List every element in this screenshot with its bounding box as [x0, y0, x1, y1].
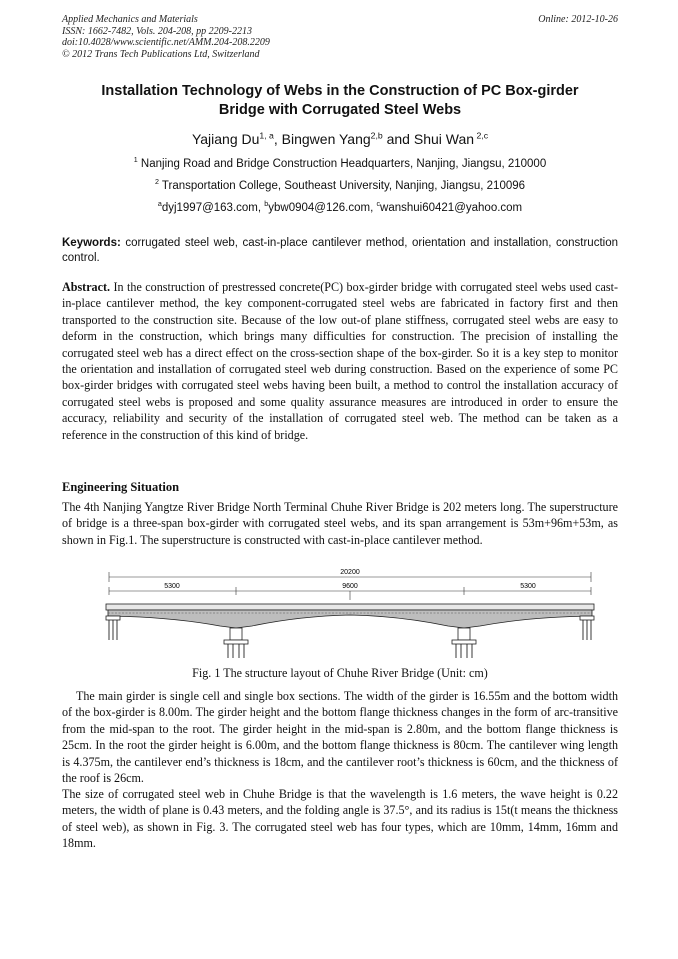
- girder-web: [108, 610, 592, 628]
- affiliation-1: [62, 157, 618, 171]
- author-name: Shui Wan: [413, 131, 475, 147]
- title-line-2: Bridge with Corrugated Steel Webs: [218, 102, 462, 118]
- author-sup: 1, a: [259, 130, 274, 141]
- abutment-cap: [106, 616, 120, 620]
- pier-footing: [224, 640, 248, 644]
- email-address: dyj1997@163.com,: [161, 202, 265, 214]
- total-length-label: 20200: [340, 569, 360, 576]
- journal-name: Applied Mechanics and Materials: [62, 14, 198, 25]
- section-heading: Engineering Situation: [62, 480, 180, 494]
- bridge-layout-figure: [100, 566, 600, 662]
- author-list: [62, 130, 618, 148]
- email-line: [62, 201, 618, 215]
- paper-title: [62, 82, 618, 120]
- pier-column: [458, 628, 470, 640]
- body-paragraph: The size of corrugated steel web in Chuhe Bridge is that the wavelength is 1.6 meters, the wave height is 0.22 meters, the width of plane is 0.43 meters, and the folding angle is 37.5°, and its radius is 15t(t means the thickness of steel web), as shown in Fig. 3. The corrugated steel web has four types, which are 10mm, 14mm, 16mm and 18mm.: [62, 787, 618, 851]
- keywords-text: corrugated steel web, cast-in-place cantilever method, orientation and installation, construction control.: [62, 237, 618, 264]
- running-header: [62, 14, 618, 60]
- doi-line: doi:10.4028/www.scientific.net/AMM.204-208.2209: [62, 37, 270, 48]
- author-sup: 2,b: [370, 130, 383, 141]
- issn-line: ISSN: 1662-7482, Vols. 204-208, pp 2209-2213: [62, 25, 252, 37]
- author-separator: and: [382, 131, 414, 147]
- body-paragraph: The 4th Nanjing Yangtze River Bridge North Terminal Chuhe River Bridge is 202 meters long. The superstructure of bridge is a three-span box-girder with corrugated steel webs, and its span arrangement is 53m+96m+53m, as shown in Fig.1. The superstructure is constructed with cast-in-place cantilever method.: [62, 500, 618, 547]
- span-2-label: 9600: [342, 583, 358, 590]
- online-date: Online: 2012-10-26: [538, 14, 618, 25]
- email-sup: c: [376, 200, 381, 209]
- pier-column: [230, 628, 242, 640]
- span-3-label: 5300: [520, 583, 536, 590]
- email-sup: b: [264, 200, 269, 209]
- abstract-text: In the construction of prestressed concrete(PC) box-girder bridge with corrugated steel webs used cast-in-place cantilever method, the key component-corrugated steel webs are fabricated in factory first and then transported to the construction site. Because of the low out-of plane stiffness, corrugated steel webs are easy to deform in the construction, which brings many difficulties for construction. The precision of installing the corrugated steel web has a direct effect on the cross-section shape of the box-girder. So it is a key step to monitor the orientation and installation of corrugated steel web during construction. Based on the experience of some PC box-girder bridges with corrugated steel webs having been built, a method to control the installation accuracy of corrugated steel webs is proposed and some quality assurance measures are introduced in order to ensure the accuracy, reliability and security of the installation of corrugated steel web. The method can be taken as a reference in the construction of this kind of bridge.: [62, 280, 618, 442]
- abstract: [62, 279, 618, 443]
- abstract-label: Abstract.: [62, 280, 111, 294]
- copyright-line: © 2012 Trans Tech Publications Ltd, Switzerland: [62, 48, 260, 60]
- affiliation-text: Nanjing Road and Bridge Construction Headquarters, Nanjing, Jiangsu, 210000: [137, 158, 547, 170]
- author-sup: 2,c: [474, 130, 489, 141]
- title-line-1: Installation Technology of Webs in the Construction of PC Box-girder: [101, 83, 579, 99]
- keywords: [62, 236, 618, 266]
- affiliation-sup: 1: [133, 156, 138, 165]
- email-address: ybw0904@126.com,: [268, 202, 377, 214]
- span-1-label: 5300: [164, 583, 180, 590]
- email-address: wanshui60421@yahoo.com: [380, 202, 523, 214]
- pier-footing: [452, 640, 476, 644]
- abutment-cap: [580, 616, 594, 620]
- figure-caption: Fig. 1 The structure layout of Chuhe River Bridge (Unit: cm): [192, 666, 488, 680]
- body-paragraph: The main girder is single cell and single box sections. The width of the girder is 16.55m and the bottom width of the box-girder is 8.00m. The girder height and the bottom flange thickness changes in the form of arc-transitive from the mid-span to the root. The girder height in the mid-span is 2.80m, and the bottom flange thickness is 25cm. In the root the girder height is 6.00m, and the bottom flange thickness is 80cm. The cantilever wing length is 4.375m, the cantilever end’s thickness is 18cm, and the cantilever root’s thickness is 60cm, and the thickness of the roof is 26cm.: [62, 689, 618, 786]
- affiliation-text: Transportation College, Southeast University, Nanjing, Jiangsu, 210096: [158, 180, 526, 192]
- author-name: Bingwen Yang: [281, 131, 371, 147]
- email-sup: a: [157, 200, 162, 209]
- affiliation-2: [62, 179, 618, 193]
- keywords-label: Keywords:: [62, 237, 121, 249]
- author-separator: ,: [273, 131, 282, 147]
- affiliation-sup: 2: [154, 178, 159, 187]
- girder-deck: [106, 604, 594, 610]
- author-name: Yajiang Du: [191, 131, 260, 147]
